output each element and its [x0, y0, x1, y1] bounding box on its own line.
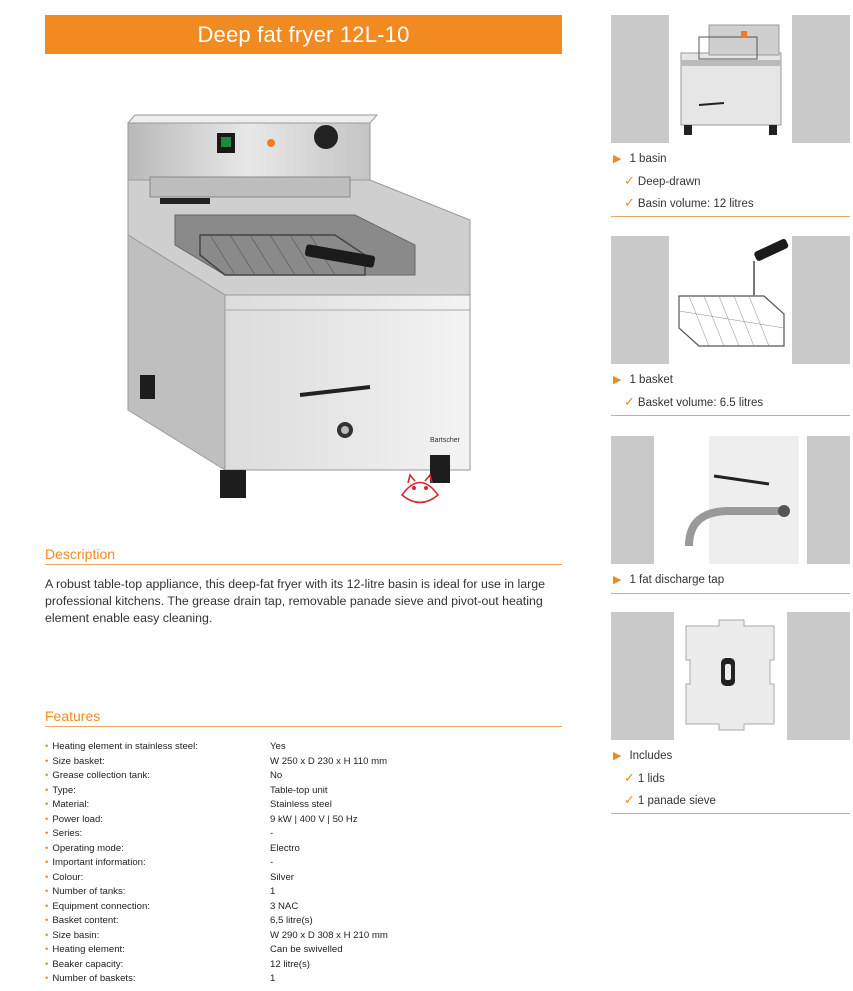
check-icon: ✓	[624, 173, 635, 188]
feature-label: Equipment connection:	[52, 900, 150, 912]
feature-label: Operating mode:	[52, 842, 124, 854]
feature-value: Stainless steel	[270, 799, 332, 810]
feature-row	[45, 827, 562, 842]
feature-value: 1	[270, 973, 276, 984]
bullet-icon: •	[45, 813, 49, 825]
feature-label: Material:	[52, 799, 90, 810]
feature-label: Heating element:	[52, 944, 125, 955]
check-icon: ✓	[624, 195, 635, 210]
triangle-bullet-icon: ▶	[613, 374, 622, 386]
bullet-icon: •	[45, 770, 49, 781]
basket-thumbnail-image	[669, 236, 792, 364]
feature-value: Yes	[270, 741, 286, 752]
fryer-thumbnail-image	[669, 15, 792, 143]
lid-thumbnail	[611, 612, 850, 740]
bullet-icon: •	[45, 944, 49, 955]
feature-row	[45, 856, 562, 871]
feature-row	[45, 900, 562, 915]
feature-row	[45, 769, 562, 784]
feature-label: Size basin:	[52, 929, 100, 941]
features-heading: Features	[45, 708, 562, 727]
bullet-icon: •	[45, 741, 49, 752]
description-text: A robust table-top appliance, this deep-fat fryer with its 12-litre basin is ideal for use in large professional kitchens. The grease drain tap, removable panade sieve and pivot-out heating element enable easy cleaning.	[45, 577, 546, 625]
basin-thumbnail	[611, 15, 850, 143]
feature-label: Grease collection tank:	[52, 770, 150, 781]
feature-row	[45, 914, 562, 929]
feature-label: Number of tanks:	[52, 886, 126, 897]
feature-label: Series:	[52, 828, 83, 839]
basin-specs: ▶ 1 basin ✓ Deep-drawn ✓ Basin volume: 12 litres	[611, 148, 850, 217]
basket-specs: ▶ 1 basket ✓ Basket volume: 6.5 litres	[611, 369, 850, 416]
feature-value: 12 litre(s)	[270, 958, 310, 970]
feature-row	[45, 929, 562, 944]
feature-label: Power load:	[52, 813, 104, 825]
basket-thumbnail	[611, 236, 850, 364]
sidebar-block-includes	[611, 612, 850, 814]
svg-text:Bartscher: Bartscher	[430, 437, 460, 444]
bullet-icon: •	[45, 871, 49, 883]
sidebar-block-tap	[611, 436, 850, 594]
feature-row	[45, 813, 562, 828]
tap-specs: ▶ 1 fat discharge tap	[611, 569, 850, 594]
check-icon: ✓	[624, 394, 635, 409]
bullet-icon: •	[45, 915, 49, 926]
feature-value: 9 kW | 400 V | 50 Hz	[270, 813, 358, 825]
feature-row	[45, 958, 562, 973]
feature-label: Beaker capacity:	[52, 958, 124, 970]
page-title: Deep fat fryer 12L-10	[45, 15, 562, 54]
thermostat-knob-icon	[314, 125, 338, 149]
feature-value: -	[270, 828, 274, 839]
feature-value: No	[270, 770, 283, 781]
feature-row	[45, 740, 562, 755]
bullet-icon: •	[45, 842, 49, 854]
feature-value: Table-top unit	[270, 784, 328, 796]
feature-label: Number of baskets:	[52, 973, 136, 984]
sidebar-block-basket	[611, 236, 850, 416]
feature-label: Heating element in stainless steel:	[52, 741, 198, 752]
bullet-icon: •	[45, 973, 49, 984]
feature-row	[45, 798, 562, 813]
feature-value: 3 NAC	[270, 900, 299, 912]
feature-row	[45, 871, 562, 886]
bullet-icon: •	[45, 886, 49, 897]
feature-value: Can be swivelled	[270, 944, 343, 955]
feature-value: 1	[270, 886, 276, 897]
bullet-icon: •	[45, 828, 49, 839]
feature-value: W 290 x D 308 x H 210 mm	[270, 929, 388, 941]
lid-thumbnail-image	[674, 612, 787, 740]
description-heading: Description	[45, 546, 562, 565]
sidebar-block-basin	[611, 15, 850, 217]
tap-thumbnail	[611, 436, 850, 564]
feature-label: Basket content:	[52, 915, 119, 926]
check-icon: ✓	[624, 770, 635, 785]
bullet-icon: •	[45, 755, 49, 767]
feature-row	[45, 784, 562, 799]
bullet-icon: •	[45, 857, 49, 868]
features-table	[45, 740, 562, 987]
feature-value: W 250 x D 230 x H 110 mm	[270, 755, 388, 767]
feature-label: Colour:	[52, 871, 84, 883]
fryer-product-image	[95, 85, 510, 515]
bullet-icon: •	[45, 900, 49, 912]
feature-value: Electro	[270, 842, 300, 854]
feature-label: Size basket:	[52, 755, 105, 767]
feature-value: -	[270, 857, 274, 868]
feature-label: Important information:	[52, 857, 146, 868]
feature-value: 6,5 litre(s)	[270, 915, 313, 926]
bullet-icon: •	[45, 799, 49, 810]
triangle-bullet-icon: ▶	[613, 574, 622, 586]
feature-label: Type:	[52, 784, 76, 796]
feature-value: Silver	[270, 871, 294, 883]
feature-row	[45, 972, 562, 987]
drain-tap-thumbnail-image	[654, 436, 807, 564]
check-icon: ✓	[624, 792, 635, 807]
feature-row	[45, 755, 562, 770]
feature-row	[45, 885, 562, 900]
feature-row	[45, 943, 562, 958]
feature-row	[45, 842, 562, 857]
bullet-icon: •	[45, 784, 49, 796]
triangle-bullet-icon: ▶	[613, 153, 622, 165]
bullet-icon: •	[45, 929, 49, 941]
triangle-bullet-icon: ▶	[613, 750, 622, 762]
includes-specs: ▶ Includes ✓ 1 lids ✓ 1 panade sieve	[611, 745, 850, 814]
bullet-icon: •	[45, 958, 49, 970]
